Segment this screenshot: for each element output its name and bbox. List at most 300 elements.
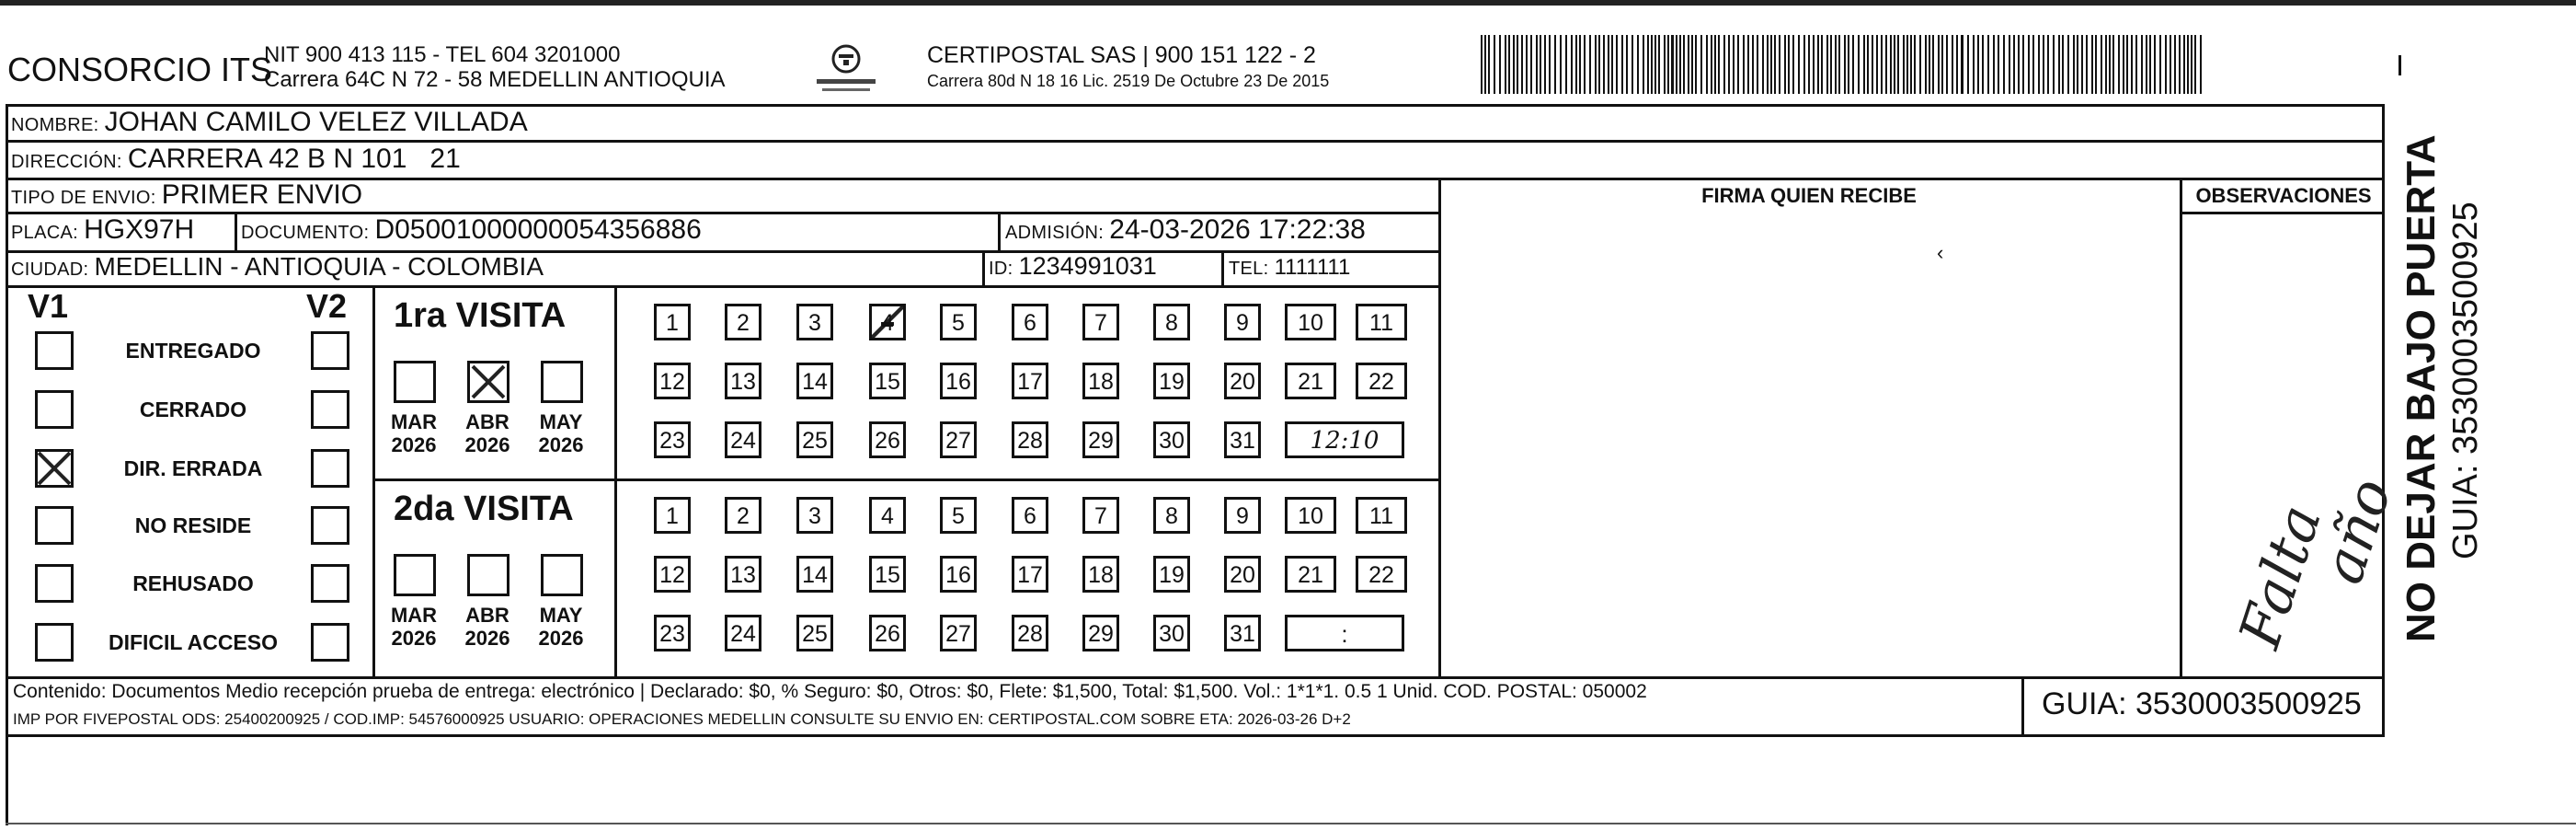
barcode-bar <box>1575 35 1577 94</box>
barcode-bar <box>2013 35 2015 94</box>
barcode-bar <box>1808 35 1810 94</box>
documento-value: D05001000000054356886 <box>374 214 702 245</box>
day-box[interactable]: 1 <box>654 497 691 534</box>
id-value: 1234991031 <box>1018 252 1157 280</box>
day-box[interactable]: 2 <box>725 304 761 340</box>
barcode-bar <box>2191 35 2192 94</box>
day-box[interactable]: 31 <box>1224 421 1261 458</box>
month-year: 2026 <box>464 433 510 456</box>
barcode-bar <box>2003 35 2005 94</box>
admision-row <box>1005 214 1366 246</box>
day-box[interactable]: 29 <box>1082 421 1119 458</box>
barcode-bar <box>1767 35 1769 94</box>
month-checkbox[interactable] <box>541 554 583 596</box>
month-year: 2026 <box>391 627 437 650</box>
barcode-bar <box>2018 35 2020 94</box>
direccion-row <box>11 144 461 175</box>
barcode-bar <box>2095 35 2097 94</box>
barcode-bar <box>2053 35 2055 94</box>
day-box[interactable]: 19 <box>1153 363 1190 399</box>
day-box[interactable]: 26 <box>869 615 906 651</box>
month-label <box>533 604 589 650</box>
barcode-bar <box>1494 35 1495 94</box>
day-box[interactable]: 1 <box>654 304 691 340</box>
day-box[interactable]: 28 <box>1012 421 1048 458</box>
day-box[interactable]: 18 <box>1082 556 1119 593</box>
barcode-bar <box>2101 35 2102 94</box>
day-box[interactable]: 22 <box>1356 363 1407 399</box>
barcode-bar <box>1848 35 1849 94</box>
side-guia: GUIA: 3530003500925 <box>2446 202 2485 559</box>
day-box[interactable]: 10 <box>1285 497 1336 534</box>
barcode-bar <box>1977 35 1979 94</box>
visit-divider <box>372 478 1441 481</box>
month-checkbox[interactable] <box>394 361 436 403</box>
day-box[interactable]: 26 <box>869 421 906 458</box>
barcode-bar <box>1706 35 1708 94</box>
barcode-bar <box>1906 35 1908 94</box>
day-box[interactable]: 5 <box>940 304 977 340</box>
barcode-bar <box>2022 35 2024 94</box>
barcode-bar <box>1728 35 1730 94</box>
nombre-value: JOHAN CAMILO VELEZ VILLADA <box>104 107 528 137</box>
carrier-address: Carrera 80d N 18 16 Lic. 2519 De Octubre 23 De 2015 <box>927 72 1330 90</box>
day-box[interactable]: 13 <box>725 556 761 593</box>
carrier-logo <box>809 39 883 99</box>
tipo-label: TIPO DE ENVIO: <box>11 188 156 208</box>
barcode-bar <box>1643 35 1644 94</box>
documento-label: DOCUMENTO: <box>241 223 370 243</box>
tel-row <box>1229 255 1350 281</box>
barcode-bar <box>1838 35 1840 94</box>
barcode-bar <box>1654 35 1656 94</box>
barcode-bar <box>1540 35 1541 94</box>
month-name: MAY <box>539 604 583 627</box>
barcode-bar <box>1621 35 1623 94</box>
barcode-bar <box>1872 35 1873 94</box>
barcode-bar <box>1821 35 1823 94</box>
barcode-bar <box>2047 35 2049 94</box>
barcode-bar <box>1521 35 1523 94</box>
row-divider <box>6 140 2385 143</box>
barcode-bar <box>1938 35 1940 94</box>
month-year: 2026 <box>391 433 437 456</box>
barcode-bar <box>1598 35 1600 94</box>
barcode-bar <box>1711 35 1712 94</box>
month-checkbox[interactable] <box>394 554 436 596</box>
visit-title: 1ra VISITA <box>394 296 567 335</box>
barcode-bar <box>1925 35 1927 94</box>
month-label <box>386 410 441 456</box>
day-box[interactable]: 25 <box>796 421 833 458</box>
month-year: 2026 <box>538 627 584 650</box>
id-row <box>989 252 1157 281</box>
v1-checkbox[interactable] <box>35 390 74 429</box>
barcode-bar <box>1876 35 1878 94</box>
barcode-bar <box>1488 35 1490 94</box>
status-label: DIR. ERRADA <box>123 456 263 480</box>
barcode-bar <box>1688 35 1689 94</box>
day-box[interactable]: 20 <box>1224 556 1261 593</box>
day-box[interactable]: 17 <box>1012 363 1048 399</box>
barcode-bar <box>1932 35 1934 94</box>
barcode-bar <box>1571 35 1573 94</box>
footer-divider <box>6 676 2385 679</box>
carrier-name: CERTIPOSTAL SAS | 900 151 122 - 2 <box>927 42 1316 68</box>
v1-checkbox[interactable] <box>35 506 74 545</box>
col-divider <box>982 250 985 285</box>
barcode-bar <box>1952 35 1953 94</box>
barcode-bar <box>2135 35 2137 94</box>
barcode-bar <box>1530 35 1532 94</box>
month-name: MAY <box>539 410 583 433</box>
day-box[interactable]: 28 <box>1012 615 1048 651</box>
barcode-bar <box>1664 35 1666 94</box>
barcode-bar <box>1852 35 1854 94</box>
barcode-bar <box>1803 35 1805 94</box>
barcode-bar <box>2009 35 2010 94</box>
v2-checkbox[interactable] <box>311 390 349 429</box>
day-box[interactable]: 27 <box>940 615 977 651</box>
v1-header: V1 <box>28 287 69 325</box>
barcode-bar <box>2109 35 2111 94</box>
status-label: ENTREGADO <box>125 339 261 363</box>
v1-checkbox[interactable] <box>35 449 74 488</box>
company-name: CONSORCIO ITS <box>7 51 273 88</box>
barcode-bar <box>1867 35 1869 94</box>
tel-value: 1111111 <box>1274 255 1351 280</box>
barcode-bar <box>1881 35 1883 94</box>
barcode-bar <box>1830 35 1832 94</box>
day-box[interactable]: 6 <box>1012 304 1048 340</box>
status-label: CERRADO <box>139 398 247 421</box>
v1-checkbox[interactable] <box>35 331 74 370</box>
day-box[interactable]: 30 <box>1153 421 1190 458</box>
day-box[interactable]: 15 <box>869 556 906 593</box>
status-label: DIFICIL ACCESO <box>108 630 278 654</box>
barcode <box>1481 35 2207 94</box>
day-box[interactable]: 20 <box>1224 363 1261 399</box>
col-divider <box>998 212 1001 250</box>
barcode-bar <box>1762 35 1764 94</box>
barcode-bar <box>1718 35 1720 94</box>
barcode-bar <box>1481 35 1483 94</box>
day-box[interactable]: 27 <box>940 421 977 458</box>
barcode-bar <box>2073 35 2075 94</box>
day-box[interactable]: 8 <box>1153 304 1190 340</box>
barcode-bar <box>1826 35 1828 94</box>
margin-tick <box>2399 55 2401 75</box>
documento-row <box>241 214 702 246</box>
barcode-bar <box>1993 35 1995 94</box>
barcode-bar <box>1779 35 1780 94</box>
barcode-bar <box>1998 35 1999 94</box>
barcode-bar <box>1676 35 1677 94</box>
month-label <box>533 410 589 456</box>
barcode-bar <box>2067 35 2069 94</box>
col-divider <box>2180 178 2182 676</box>
day-box[interactable]: 14 <box>796 363 833 399</box>
month-label <box>386 604 441 650</box>
barcode-bar <box>1835 35 1837 94</box>
day-box[interactable]: 22 <box>1356 556 1407 593</box>
day-box[interactable]: 24 <box>725 615 761 651</box>
day-box[interactable]: 3 <box>796 497 833 534</box>
v2-checkbox[interactable] <box>311 564 349 603</box>
admision-label: ADMISIÓN: <box>1005 223 1105 243</box>
barcode-bar <box>1757 35 1758 94</box>
month-label <box>460 410 515 456</box>
month-checkbox[interactable] <box>467 554 509 596</box>
barcode-bar <box>1737 35 1739 94</box>
barcode-bar <box>1817 35 1819 94</box>
barcode-bar <box>1792 35 1794 94</box>
barcode-bar <box>2165 35 2167 94</box>
barcode-bar <box>2043 35 2044 94</box>
day-box[interactable]: 30 <box>1153 615 1190 651</box>
day-box[interactable]: 18 <box>1082 363 1119 399</box>
barcode-bar <box>1695 35 1697 94</box>
admision-value: 24-03-2026 17:22:38 <box>1109 214 1366 245</box>
barcode-bar <box>1544 35 1546 94</box>
observaciones-header: OBSERVACIONES <box>2195 184 2372 207</box>
day-box[interactable]: 11 <box>1356 304 1407 340</box>
ciudad-row <box>11 252 544 282</box>
day-box[interactable]: 23 <box>654 421 691 458</box>
margin-line <box>6 737 8 825</box>
day-box[interactable]: 9 <box>1224 497 1261 534</box>
placa-value: HGX97H <box>84 214 195 245</box>
barcode-bar <box>1549 35 1551 94</box>
col-divider <box>235 212 237 250</box>
month-name: MAR <box>390 410 438 433</box>
direccion-label: DIRECCIÓN: <box>11 152 122 172</box>
barcode-bar <box>2131 35 2133 94</box>
barcode-bar <box>1499 35 1501 94</box>
month-checkbox[interactable] <box>467 361 509 403</box>
day-box[interactable]: 11 <box>1356 497 1407 534</box>
day-box[interactable]: 13 <box>725 363 761 399</box>
barcode-bar <box>1508 35 1510 94</box>
month-year: 2026 <box>464 627 510 650</box>
barcode-bar <box>1863 35 1865 94</box>
barcode-bar <box>1946 35 1948 94</box>
barcode-bar <box>1788 35 1790 94</box>
ciudad-label: CIUDAD: <box>11 259 89 280</box>
barcode-bar <box>1651 35 1653 94</box>
handwritten-note: Falta <box>2226 497 2335 656</box>
day-box[interactable]: 21 <box>1285 556 1336 593</box>
id-label: ID: <box>989 259 1013 279</box>
barcode-bar <box>1903 35 1905 94</box>
barcode-bar <box>2149 35 2151 94</box>
barcode-bar <box>2062 35 2064 94</box>
v2-checkbox[interactable] <box>311 331 349 370</box>
day-box[interactable]: 16 <box>940 556 977 593</box>
day-box[interactable]: 29 <box>1082 615 1119 651</box>
top-edge-stripe <box>0 0 2576 6</box>
day-box[interactable]: 25 <box>796 615 833 651</box>
barcode-bar <box>1560 35 1562 94</box>
barcode-bar <box>1683 35 1685 94</box>
barcode-bar <box>1747 35 1749 94</box>
firma-header: FIRMA QUIEN RECIBE <box>1701 184 1917 207</box>
barcode-bar <box>1982 35 1984 94</box>
barcode-bar <box>1526 35 1528 94</box>
barcode-bar <box>1894 35 1895 94</box>
barcode-bar <box>2126 35 2128 94</box>
barcode-bar <box>1536 35 1538 94</box>
visit-time-box[interactable]: : <box>1285 615 1404 651</box>
barcode-bar <box>1961 35 1963 94</box>
day-box[interactable]: 3 <box>796 304 833 340</box>
barcode-bar <box>1813 35 1815 94</box>
barcode-bar <box>1858 35 1860 94</box>
barcode-bar <box>1967 35 1969 94</box>
nombre-label: NOMBRE: <box>11 115 99 135</box>
barcode-bar <box>2154 35 2156 94</box>
barcode-bar <box>1691 35 1693 94</box>
v2-checkbox[interactable] <box>311 449 349 488</box>
barcode-bar <box>1714 35 1716 94</box>
day-box[interactable]: 4 <box>869 304 906 340</box>
barcode-bar <box>1798 35 1800 94</box>
direccion-value: CARRERA 42 B N 101 21 <box>127 144 461 174</box>
day-box[interactable]: 19 <box>1153 556 1190 593</box>
day-box[interactable]: 17 <box>1012 556 1048 593</box>
margin-line <box>6 823 2576 824</box>
handwritten-note: año <box>2308 470 2405 592</box>
day-box[interactable]: 14 <box>796 556 833 593</box>
barcode-bar <box>1584 35 1586 94</box>
day-box[interactable]: 16 <box>940 363 977 399</box>
barcode-bar <box>1589 35 1591 94</box>
barcode-bar <box>1658 35 1660 94</box>
barcode-bar <box>2077 35 2078 94</box>
barcode-bar <box>1626 35 1628 94</box>
barcode-bar <box>2194 35 2196 94</box>
day-box[interactable]: 9 <box>1224 304 1261 340</box>
barcode-bar <box>2174 35 2176 94</box>
footer-print-line: IMP POR FIVEPOSTAL ODS: 25400200925 / COD.IMP: 54576000925 USUARIO: OPERACIONES MEDELLIN CONSULTE SU ENVIO EN: CERTIPOSTAL.COM SOBRE ETA: 2026-03-26 D+2 <box>13 710 1351 728</box>
barcode-bar <box>2200 35 2202 94</box>
day-box[interactable]: 6 <box>1012 497 1048 534</box>
barcode-bar <box>1752 35 1754 94</box>
barcode-bar <box>1611 35 1613 94</box>
tipo-row <box>11 179 362 211</box>
day-box[interactable]: 2 <box>725 497 761 534</box>
day-box[interactable]: 21 <box>1285 363 1336 399</box>
visit-time-box[interactable]: 12:10 <box>1285 421 1404 458</box>
barcode-bar <box>2183 35 2185 94</box>
footer-content-line: Contenido: Documentos Medio recepción prueba de entrega: electrónico | Declarado: $0, % Seguro: $0, Otros: $0, Flete: $1,500, Total: $1,500. Vol.: 1*1*1. 0.5 1 Unid. COD. POSTAL: 050002 <box>13 681 1647 702</box>
barcode-bar <box>1603 35 1605 94</box>
barcode-bar <box>1565 35 1567 94</box>
barcode-bar <box>1671 35 1674 94</box>
barcode-bar <box>1914 35 1916 94</box>
barcode-bar <box>1517 35 1518 94</box>
month-label <box>460 604 515 650</box>
v2-header: V2 <box>306 287 348 325</box>
month-name: MAR <box>390 604 438 627</box>
col-divider <box>1438 178 1441 676</box>
barcode-bar <box>2112 35 2114 94</box>
barcode-bar <box>1910 35 1912 94</box>
barcode-bar <box>1890 35 1892 94</box>
barcode-bar <box>2038 35 2040 94</box>
day-box[interactable]: 23 <box>654 615 691 651</box>
barcode-bar <box>2028 35 2030 94</box>
barcode-bar <box>1505 35 1506 94</box>
signature-mark: ‹ <box>1937 241 1944 264</box>
v1-checkbox[interactable] <box>35 564 74 603</box>
barcode-bar <box>2091 35 2093 94</box>
day-box[interactable]: 15 <box>869 363 906 399</box>
barcode-bar <box>1679 35 1681 94</box>
barcode-bar <box>1743 35 1745 94</box>
side-notice: NO DEJAR BAJO PUERTA <box>2399 134 2444 642</box>
barcode-bar <box>2159 35 2161 94</box>
barcode-bar <box>1608 35 1609 94</box>
barcode-bar <box>1700 35 1702 94</box>
v2-checkbox[interactable] <box>311 506 349 545</box>
barcode-bar <box>1733 35 1735 94</box>
day-box[interactable]: 8 <box>1153 497 1190 534</box>
day-box[interactable]: 5 <box>940 497 977 534</box>
barcode-bar <box>1987 35 1989 94</box>
day-box[interactable]: 7 <box>1082 304 1119 340</box>
month-checkbox[interactable] <box>541 361 583 403</box>
barcode-bar <box>1897 35 1899 94</box>
barcode-bar <box>1784 35 1786 94</box>
day-box[interactable]: 12 <box>654 556 691 593</box>
barcode-bar <box>1484 35 1486 94</box>
barcode-bar <box>2081 35 2083 94</box>
v1-checkbox[interactable] <box>35 623 74 662</box>
day-box[interactable]: 24 <box>725 421 761 458</box>
tel-label: TEL: <box>1229 259 1269 279</box>
company-address: Carrera 64C N 72 - 58 MEDELLIN ANTIOQUIA <box>264 67 726 92</box>
barcode-bar <box>2086 35 2088 94</box>
barcode-bar <box>2118 35 2120 94</box>
day-box[interactable]: 31 <box>1224 615 1261 651</box>
barcode-bar <box>2179 35 2181 94</box>
barcode-bar <box>1637 35 1639 94</box>
nombre-row <box>11 107 528 138</box>
barcode-bar <box>2146 35 2147 94</box>
visit-title: 2da VISITA <box>394 490 574 528</box>
month-name: ABR <box>465 410 509 433</box>
status-label: REHUSADO <box>132 571 254 595</box>
barcode-bar <box>2032 35 2034 94</box>
tipo-value: PRIMER ENVIO <box>161 179 363 210</box>
barcode-bar <box>1770 35 1772 94</box>
v2-checkbox[interactable] <box>311 623 349 662</box>
barcode-bar <box>1844 35 1846 94</box>
barcode-bar <box>1579 35 1581 94</box>
day-box[interactable]: 7 <box>1082 497 1119 534</box>
month-year: 2026 <box>538 433 584 456</box>
barcode-bar <box>1956 35 1958 94</box>
day-box[interactable]: 10 <box>1285 304 1336 340</box>
barcode-bar <box>1631 35 1633 94</box>
barcode-bar <box>1941 35 1943 94</box>
day-box[interactable]: 4 <box>869 497 906 534</box>
day-box[interactable]: 12 <box>654 363 691 399</box>
col-divider <box>372 285 375 676</box>
barcode-bar <box>1595 35 1597 94</box>
barcode-bar <box>2187 35 2189 94</box>
